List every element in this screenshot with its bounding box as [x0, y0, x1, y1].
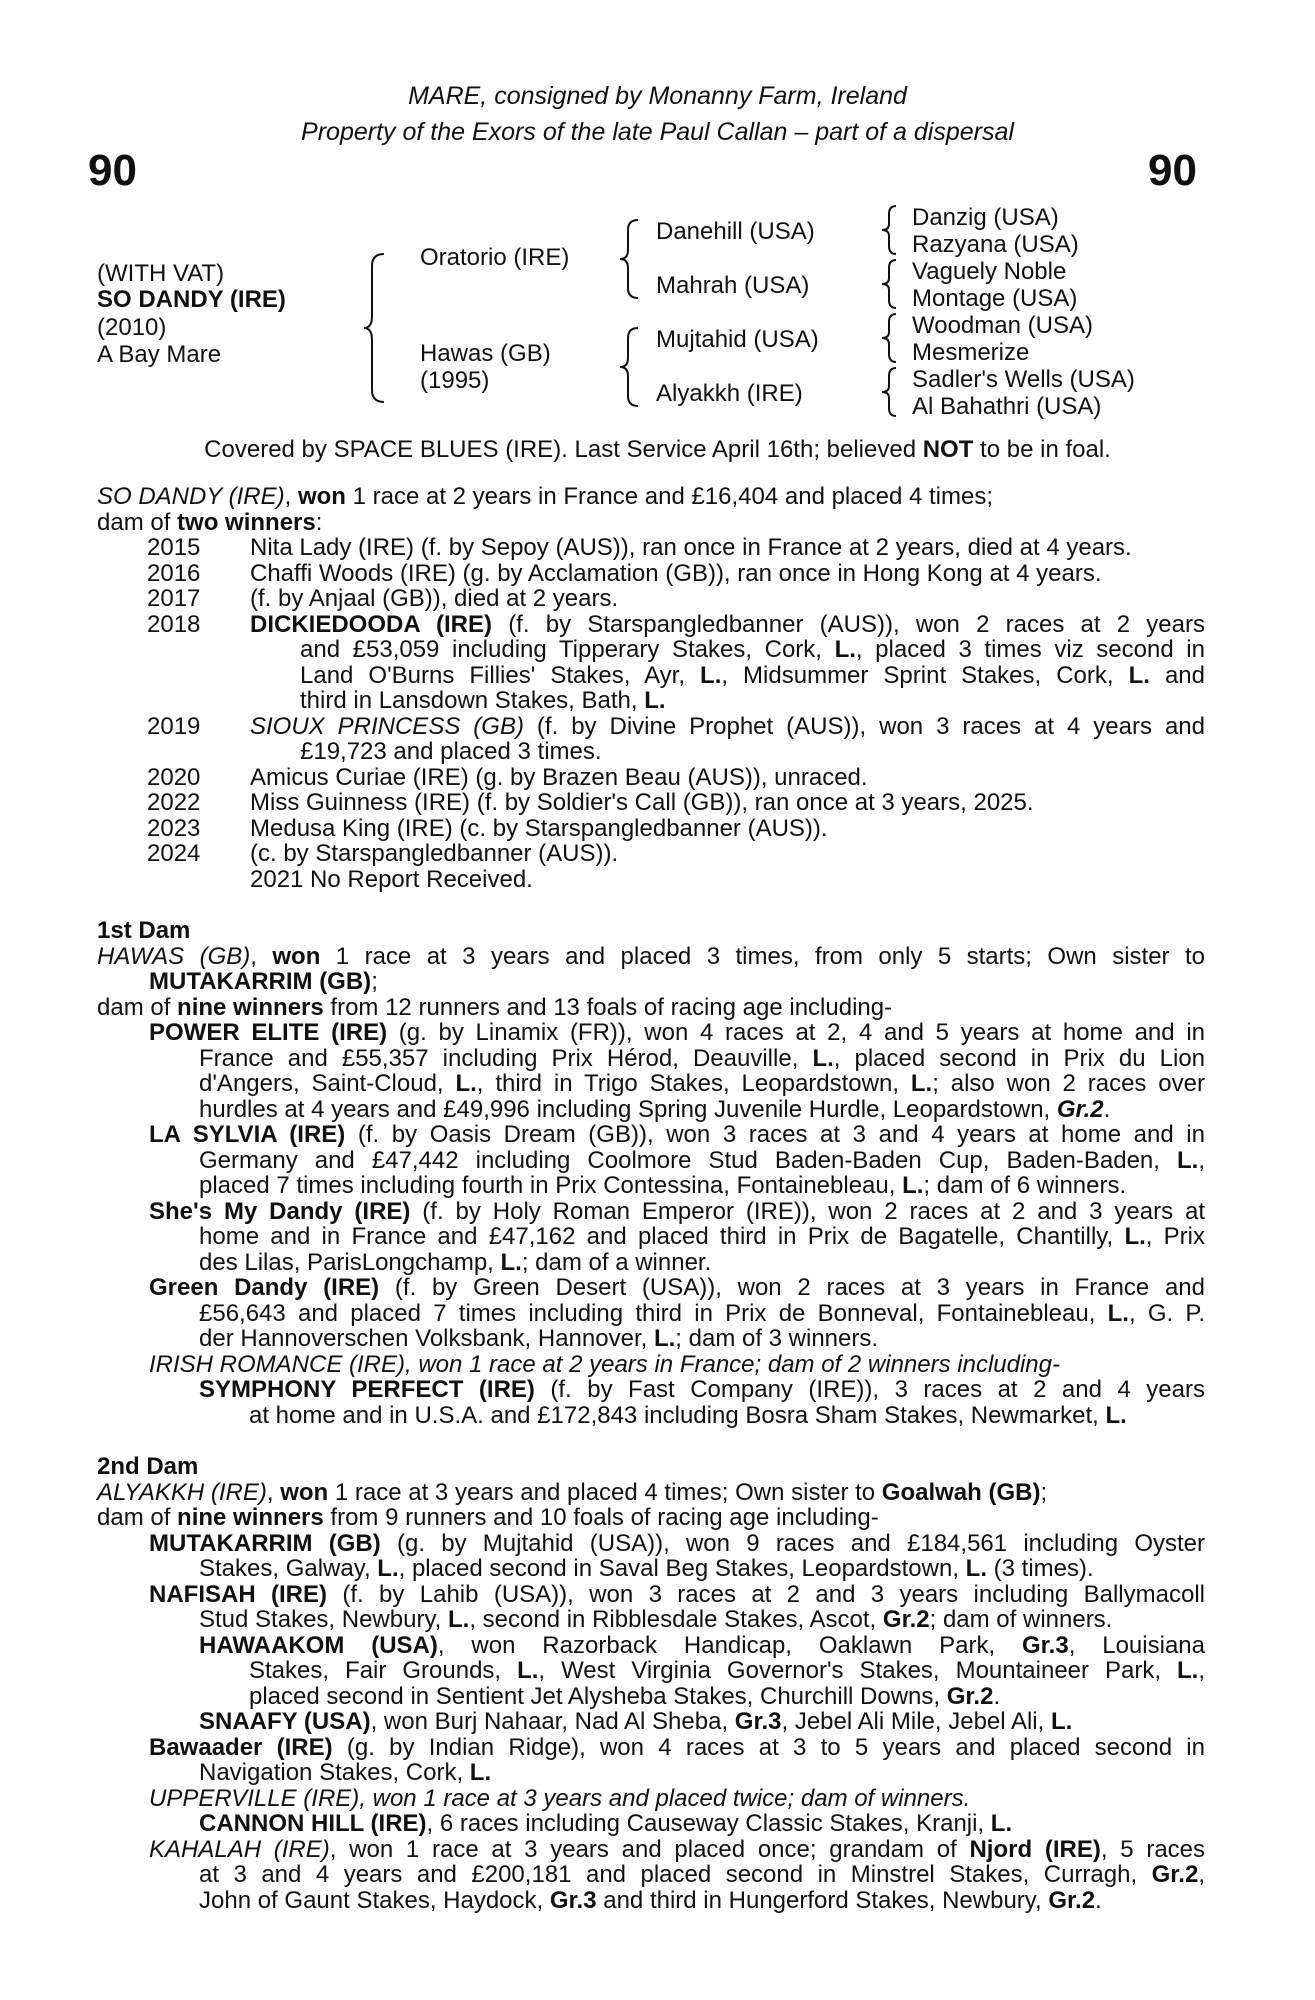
text: Navigation Stakes, Cork,	[199, 1759, 470, 1786]
runner-cont	[97, 1046, 1205, 1072]
runner-entry	[97, 1735, 1205, 1761]
ddd: Al Bahathri (USA)	[912, 393, 1102, 420]
text: Germany and £47,442 including Coolmore Stud Baden-Baden Cup, Baden-Baden,	[199, 1147, 1177, 1173]
produce-year: 2018	[147, 610, 201, 638]
section-heading-2nd-dam: 2nd Dam	[97, 1453, 199, 1480]
sire-sire: Danehill (USA)	[656, 218, 815, 245]
runner-entry	[97, 1582, 1205, 1608]
text	[199, 1377, 1205, 1403]
produce-row	[97, 765, 1205, 791]
runner-cont	[97, 1862, 1205, 1888]
text: placed second in Sentient Jet Alysheba Stakes, Churchill Downs,	[249, 1682, 947, 1710]
produce-name: SIOUX PRINCESS (GB)	[250, 713, 524, 739]
listed-mark: L.	[455, 1071, 477, 1097]
text: John of Gaunt Stakes, Haydock,	[199, 1886, 550, 1914]
text: ;	[1040, 1478, 1048, 1506]
listed-mark: L.	[812, 1045, 834, 1071]
produce-text: (f. by Anjaal (GB)), died at 2 years.	[250, 585, 619, 612]
runner-entry	[97, 1709, 1205, 1735]
runner-name: SNAAFY (USA)	[199, 1708, 371, 1735]
text: der Hannoverschen Volksbank, Hannover,	[199, 1325, 654, 1352]
text	[199, 1071, 1205, 1097]
produce-text	[250, 714, 1205, 740]
text: hurdles at 4 years and £49,996 including Spring Juvenile Hurdle, Leopardstown,	[199, 1095, 1057, 1123]
produce-year: 2016	[147, 559, 201, 587]
sep: ,	[284, 483, 298, 510]
produce-row	[97, 586, 1205, 612]
runner-entry: IRISH ROMANCE (IRE), won 1 race at 2 years in France; dam of 2 winners including-	[149, 1350, 1060, 1378]
text	[199, 1633, 1205, 1659]
text: , placed second in Saval Beg Stakes, Leopardstown,	[398, 1555, 966, 1582]
property-line: Property of the Exors of the late Paul Callan – part of a dispersal	[301, 118, 1014, 146]
text: dam of	[97, 993, 178, 1021]
text	[149, 1582, 1205, 1608]
listed-mark: L.	[500, 1248, 522, 1276]
produce-row	[97, 816, 1205, 842]
dam-of-line	[97, 1505, 1205, 1531]
runner-cont	[97, 1173, 1205, 1199]
grade-mark: Gr.2	[946, 1682, 994, 1710]
runner-entry	[97, 1122, 1205, 1148]
text: , third in Trigo Stakes, Leopardstown,	[476, 1071, 911, 1097]
text: , Prix	[1145, 1224, 1205, 1250]
text: , Louisiana	[1068, 1632, 1205, 1658]
produce-text: Nita Lady (IRE) (f. by Sepoy (AUS)), ran once in France at 2 years, died at 4 years.	[250, 534, 1132, 561]
brace-sd	[880, 258, 900, 310]
won-label: won	[297, 483, 346, 510]
produce-year: 2023	[147, 814, 201, 842]
text: .	[1103, 1095, 1111, 1123]
no-report-row	[97, 867, 1205, 893]
brace-dd	[880, 366, 900, 418]
runner-cont	[97, 1556, 1205, 1582]
runner-entry	[97, 1811, 1205, 1837]
listed-mark: L.	[1124, 1224, 1146, 1250]
text: Stakes, Galway,	[199, 1555, 378, 1582]
text	[199, 1046, 1205, 1072]
sdd: Montage (USA)	[912, 285, 1078, 312]
produce-year: 2017	[147, 585, 201, 612]
runner-name: POWER ELITE (IRE)	[149, 1020, 388, 1046]
sep: ,	[250, 943, 273, 969]
horse-desc: A Bay Mare	[97, 341, 222, 368]
produce-row	[97, 714, 1205, 740]
text: (f. by Green Desert (USA)), won 2 races at 3 years in France and	[379, 1275, 1205, 1301]
listed-mark: L.	[469, 1759, 492, 1786]
listed-mark: L.	[1050, 1708, 1073, 1735]
text	[199, 1148, 1205, 1174]
produce-row	[97, 612, 1205, 638]
won-label: won	[272, 943, 321, 969]
runner-cont	[97, 1760, 1205, 1786]
runner-entry	[97, 1199, 1205, 1225]
runner-cont	[97, 1301, 1205, 1327]
dam-of-line	[97, 995, 1205, 1021]
text: , 5 races	[1100, 1836, 1205, 1862]
runner-cont	[97, 1684, 1205, 1710]
text: Stakes, Fair Grounds,	[249, 1658, 518, 1684]
listed-mark: L.	[448, 1606, 470, 1633]
dam-line	[97, 1480, 1205, 1506]
produce-text	[250, 612, 1205, 638]
text: Stud Stakes, Newbury,	[199, 1606, 448, 1633]
text: placed 7 times including fourth in Prix Contessina, Fontainebleau,	[199, 1172, 903, 1199]
grade-mark: Gr.2	[882, 1606, 930, 1633]
text	[149, 1837, 1205, 1863]
text: (f. by Oasis Dream (GB)), won 3 races at 3 and 4 years at home and in	[345, 1122, 1205, 1148]
produce-row	[97, 561, 1205, 587]
covering-text: Covered by SPACE BLUES (IRE). Last Service April 16th; believed	[204, 436, 923, 463]
runner-name: Bawaader (IRE)	[149, 1734, 333, 1760]
text: (3 times).	[986, 1555, 1094, 1582]
text	[149, 1122, 1205, 1148]
listed-mark: L.	[1177, 1658, 1199, 1684]
text: (f. by Lahib (USA)), won 3 races at 2 and 3 years including Ballymacoll	[327, 1581, 1205, 1607]
dds: Sadler's Wells (USA)	[912, 366, 1135, 393]
text: dam of	[97, 1504, 178, 1531]
produce-year: 2024	[147, 840, 201, 867]
runner-entry	[97, 1275, 1205, 1301]
won-label: won	[280, 1478, 329, 1506]
runner-cont	[97, 1071, 1205, 1097]
text: (g. by Indian Ridge), won 4 races at 3 to 5 years and placed second in	[332, 1734, 1205, 1760]
runner-name: KAHALAH (IRE)	[149, 1836, 330, 1862]
text	[149, 1020, 1205, 1046]
dam-of-line	[97, 510, 1205, 536]
listed-mark: L.	[1105, 1401, 1127, 1429]
text	[149, 1735, 1205, 1761]
dam-name: ALYAKKH (IRE)	[97, 1478, 267, 1506]
listed-mark: L.	[653, 1325, 676, 1352]
text	[149, 1275, 1205, 1301]
brace-ss	[880, 204, 900, 256]
text: and	[1149, 662, 1205, 688]
brace-sire	[618, 218, 642, 300]
runner-name: LA SYLVIA (IRE)	[149, 1122, 346, 1148]
grade-mark: Gr.2	[1151, 1862, 1199, 1888]
text: , 6 races including Causeway Classic Stakes, Kranji,	[426, 1810, 991, 1837]
horse-name: SO DANDY (IRE)	[97, 286, 286, 313]
runner-cont	[97, 1326, 1205, 1352]
produce-cont	[97, 739, 1205, 765]
grade-mark: Gr.3	[734, 1708, 782, 1735]
runner-cont	[97, 1097, 1205, 1123]
consignor-line: MARE, consigned by Monanny Farm, Ireland	[408, 82, 907, 110]
runner-cont	[97, 1888, 1205, 1914]
listed-mark: L.	[700, 662, 722, 688]
lot-number-left: 90	[88, 146, 137, 195]
runner-cont	[97, 1607, 1205, 1633]
text	[199, 1224, 1205, 1250]
runner-name: SYMPHONY PERFECT (IRE)	[199, 1377, 535, 1403]
text: home and in France and £47,162 and placed third in Prix de Bagatelle, Chantilly,	[199, 1224, 1125, 1250]
text: ; dam of a winner.	[521, 1248, 712, 1276]
text	[149, 1199, 1205, 1225]
text	[300, 663, 1205, 689]
grade-mark: Gr.3	[549, 1886, 597, 1914]
produce-row	[97, 841, 1205, 867]
ssd: Razyana (USA)	[912, 231, 1079, 258]
text: :	[315, 508, 323, 536]
runner-cont	[97, 1148, 1205, 1174]
runner-name: NAFISAH (IRE)	[149, 1581, 328, 1607]
text: , West Virginia Governor's Stakes, Mountaineer Park,	[538, 1658, 1178, 1684]
runner-cont	[97, 1658, 1205, 1684]
text: , won Razorback Handicap, Oaklawn Park,	[437, 1632, 1022, 1658]
produce-year: 2022	[147, 789, 201, 816]
sss: Danzig (USA)	[912, 204, 1059, 231]
text: , second in Ribblesdale Stakes, Ascot,	[469, 1606, 883, 1633]
text: ;	[371, 968, 378, 995]
runner-name: Green Dandy (IRE)	[149, 1275, 380, 1301]
text: and £53,059 including Tipperary Stakes, Cork,	[300, 637, 835, 663]
text: , won 1 race at 3 years and placed once; grandam of	[329, 1836, 970, 1862]
winners-count: nine winners	[177, 993, 324, 1021]
first-dam-section	[97, 918, 1205, 1428]
mare-name: SO DANDY (IRE)	[97, 483, 285, 510]
dam-line	[97, 944, 1205, 970]
produce-year: 2020	[147, 763, 201, 791]
runner-entry	[97, 1020, 1205, 1046]
produce-name: DICKIEDOODA (IRE)	[250, 611, 492, 637]
text	[249, 1658, 1205, 1684]
text: 1 race at 3 years and placed 3 times, from only 5 starts; Own sister to	[320, 943, 1205, 969]
text: at home and in U.S.A. and £172,843 including Bosra Sham Stakes, Newmarket,	[249, 1401, 1106, 1429]
text: ,	[1198, 1658, 1205, 1684]
grade-mark: Gr.2	[1048, 1886, 1096, 1914]
listed-mark: L.	[1177, 1147, 1199, 1173]
winners-count: nine winners	[177, 1504, 324, 1531]
lot-number-right: 90	[1148, 146, 1197, 195]
text: .	[1095, 1886, 1102, 1914]
runner-name: HAWAAKOM (USA)	[199, 1632, 438, 1658]
listed-mark: L.	[377, 1555, 399, 1582]
horse-year: (2010)	[97, 314, 167, 341]
runner-entry	[97, 1531, 1205, 1557]
text: ; dam of winners.	[929, 1606, 1113, 1633]
produce-cont	[97, 637, 1205, 663]
catalogue-body	[97, 484, 1205, 1913]
covering-text-end: to be in foal.	[973, 436, 1111, 463]
intro-text: 1 race at 2 years in France and £16,404 and placed 4 times;	[345, 483, 993, 510]
text	[149, 1531, 1205, 1557]
text	[199, 1301, 1205, 1327]
text: £19,723 and placed 3 times.	[300, 738, 602, 765]
text: from 9 runners and 10 foals of racing age including-	[323, 1504, 879, 1531]
text: 1 race at 3 years and placed 4 times; Own sister to	[328, 1478, 882, 1506]
produce-text: Medusa King (IRE) (c. by Starspangledbanner (AUS)).	[250, 814, 828, 842]
produce-cont	[97, 688, 1205, 714]
text: , Midsummer Sprint Stakes, Cork,	[721, 662, 1129, 688]
grade-mark: Gr.2	[1056, 1095, 1104, 1123]
runner-entry: UPPERVILLE (IRE), won 1 race at 3 years and placed twice; dam of winners.	[149, 1784, 971, 1812]
text: ; dam of 6 winners.	[923, 1172, 1127, 1199]
text: dam of	[97, 508, 178, 536]
text: and third in Hungerford Stakes, Newbury,	[596, 1886, 1049, 1914]
dam-sire: Mujtahid (USA)	[656, 326, 819, 353]
text: £56,643 and placed 7 times including third in Prix de Bonneval, Fontainebleau,	[199, 1300, 1108, 1326]
text: at 3 and 4 years and £200,181 and placed second in Minstrel Stakes, Curragh,	[199, 1862, 1152, 1888]
text: (g. by Linamix (FR)), won 4 races at 2, 4 and 5 years at home and in	[387, 1020, 1205, 1046]
text: , G. P.	[1128, 1300, 1205, 1326]
listed-mark: L.	[965, 1555, 987, 1582]
produce-cont	[97, 663, 1205, 689]
dam-name: HAWAS (GB)	[97, 943, 251, 969]
text: des Lilas, ParisLongchamp,	[199, 1248, 501, 1276]
listed-mark: L.	[644, 687, 666, 714]
produce-text: Miss Guinness (IRE) (f. by Soldier's Call (GB)), ran once at 3 years, 2025.	[250, 789, 1034, 816]
text: ,	[1198, 1147, 1205, 1173]
text: (g. by Mujtahid (USA)), won 9 races and £184,561 including Oyster	[380, 1530, 1205, 1556]
dam-line-cont	[97, 969, 1205, 995]
text: , Jebel Ali Mile, Jebel Ali,	[781, 1708, 1051, 1735]
produce-year: 2019	[147, 712, 201, 740]
produce-record	[97, 535, 1205, 892]
covering-note	[0, 436, 1315, 464]
grade-mark: Gr.3	[1021, 1632, 1069, 1658]
runner-entry	[97, 1837, 1205, 1863]
listed-mark: L.	[517, 1658, 539, 1684]
intro-line	[97, 484, 1205, 510]
dam-dam: Alyakkh (IRE)	[656, 380, 803, 407]
text: , won Burj Nahaar, Nad Al Sheba,	[370, 1708, 735, 1735]
grandson-name: Njord (IRE)	[969, 1836, 1101, 1862]
text: from 12 runners and 13 foals of racing age including-	[323, 993, 893, 1021]
text	[300, 637, 1205, 663]
text: , placed 3 times viz second in	[855, 637, 1205, 663]
listed-mark: L.	[990, 1810, 1013, 1837]
covering-not: NOT	[922, 436, 974, 463]
runner-cont	[97, 1250, 1205, 1276]
runner-entry	[97, 1633, 1205, 1659]
text: Land O'Burns Fillies' Stakes, Ayr,	[300, 662, 701, 688]
listed-mark: L.	[1107, 1300, 1129, 1326]
produce-text: (c. by Starspangledbanner (AUS)).	[250, 840, 619, 867]
brace-ds	[880, 312, 900, 364]
text: ,	[1198, 1862, 1205, 1888]
produce-row	[97, 535, 1205, 561]
text	[199, 1862, 1205, 1888]
text	[97, 944, 1205, 970]
runner-entry	[97, 1377, 1205, 1403]
text: third in Lansdown Stakes, Bath,	[300, 687, 645, 714]
listed-mark: L.	[834, 637, 856, 663]
listed-mark: L.	[902, 1172, 924, 1199]
no-report-text: 2021 No Report Received.	[250, 865, 533, 893]
produce-year: 2015	[147, 534, 201, 561]
sds: Vaguely Noble	[912, 258, 1067, 285]
sibling-name: MUTAKARRIM (GB)	[149, 968, 372, 995]
dss: Woodman (USA)	[912, 312, 1093, 339]
second-dam-section	[97, 1454, 1205, 1913]
runner-name: MUTAKARRIM (GB)	[149, 1530, 381, 1556]
dam-year: (1995)	[420, 367, 490, 394]
text: France and £55,357 including Prix Hérod, Deauville,	[199, 1045, 813, 1071]
dam: Hawas (GB)	[420, 340, 551, 367]
text: ; dam of 3 winners.	[675, 1325, 879, 1352]
runner-name: She's My Dandy (IRE)	[149, 1198, 411, 1224]
runner-cont	[97, 1403, 1205, 1429]
text: .	[993, 1682, 1001, 1710]
sire: Oratorio (IRE)	[420, 244, 570, 271]
text: (f. by Fast Company (IRE)), 3 races at 2 and 4 years	[534, 1377, 1205, 1403]
vat-note: (WITH VAT)	[97, 260, 225, 287]
text: d'Angers, Saint-Cloud,	[199, 1071, 456, 1097]
sibling-name: Goalwah (GB)	[881, 1478, 1041, 1506]
produce-text: Chaffi Woods (IRE) (g. by Acclamation (GB)), ran once in Hong Kong at 4 years.	[250, 559, 1102, 587]
text: (f. by Holy Roman Emperor (IRE)), won 2 races at 2 and 3 years at	[410, 1198, 1205, 1224]
listed-mark: L.	[910, 1071, 933, 1097]
dsd: Mesmerize	[912, 339, 1030, 366]
produce-text: Amicus Curiae (IRE) (g. by Brazen Beau (AUS)), unraced.	[250, 763, 868, 791]
text: ; also won 2 races over	[932, 1071, 1205, 1097]
text: , placed second in Prix du Lion	[833, 1045, 1205, 1071]
sire-dam: Mahrah (USA)	[656, 272, 810, 299]
runner-cont	[97, 1224, 1205, 1250]
text: (f. by Divine Prophet (AUS)), won 3 races at 4 years and	[523, 713, 1205, 739]
winners-count: two winners	[177, 508, 316, 536]
brace-dam	[618, 326, 642, 408]
listed-mark: L.	[1128, 662, 1150, 688]
produce-row	[97, 790, 1205, 816]
section-heading-1st-dam: 1st Dam	[97, 917, 191, 944]
text: (f. by Starspangledbanner (AUS)), won 2 races at 2 years	[491, 611, 1205, 637]
runner-name: CANNON HILL (IRE)	[199, 1810, 427, 1837]
brace-gen1	[362, 252, 388, 404]
sep: ,	[266, 1478, 281, 1506]
